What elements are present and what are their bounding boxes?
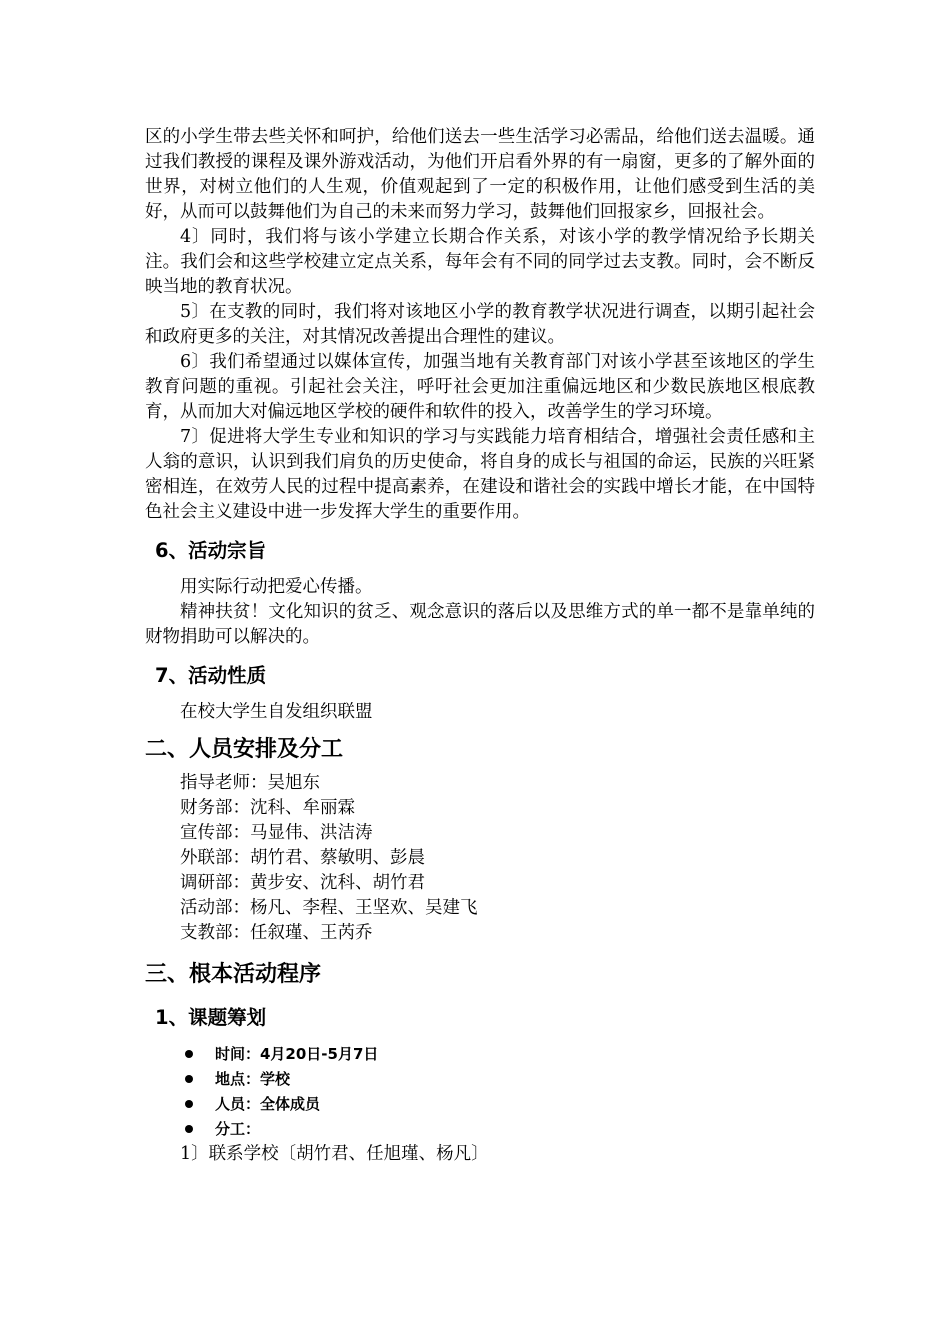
paragraph-item-7: 7〕促进将大学生专业和知识的学习与实践能力培育相结合，增强社会责任感和主人翁的意识，认识到我们肩负的历史使命，将自身的成长与祖国的命运，民族的兴旺紧密相连，在效劳人民的过程中提高素养，在建设和谐社会的实践中增长才能，在中国特色社会主义建设中进一步发挥大学生的重要作用。 (145, 427, 815, 522)
list-item: 地点：学校 (145, 1067, 815, 1092)
staff-line-advisor: 指导老师：吴旭东 (180, 773, 320, 793)
staff-line-activity: 活动部：杨凡、李程、王坚欢、吴建飞 (180, 898, 478, 918)
sub-heading-planning: 1、课题筹划 (155, 1006, 267, 1029)
staff-line-research: 调研部：黄步安、沈科、胡竹君 (180, 873, 425, 893)
purpose-paragraph-2: 精神扶贫！文化知识的贫乏、观念意识的落后以及思维方式的单一都不是靠单纯的财物捐助可以解决的。 (145, 602, 815, 647)
list-item: 时间：4月20日-5月7日 (145, 1042, 815, 1067)
staff-list (145, 771, 815, 946)
bullet-icon (185, 1075, 193, 1083)
staff-line-teaching: 支教部：任叙瑾、王芮乔 (180, 923, 373, 943)
nature-paragraph: 在校大学生自发组织联盟 (180, 702, 373, 722)
paragraph-item-6: 6〕我们希望通过以媒体宣传，加强当地有关教育部门对该小学甚至该地区的学生教育问题的重视。引起社会关注，呼吁社会更加注重偏远地区和少数民族地区根底教育，从而加大对偏远地区学校的硬件和软件的投入，改善学生的学习环境。 (145, 352, 815, 422)
part-heading-procedure: 三、根本活动程序 (145, 962, 322, 987)
planning-bullet-list (145, 1042, 815, 1142)
paragraph-item-4: 4〕同时，我们将与该小学建立长期合作关系，对该小学的教学情况给予长期关注。我们会和这些学校建立定点关系，每年会有不同的同学过去支教。同时，会不断反映当地的教育状况。 (145, 227, 815, 297)
bullet-icon (185, 1125, 193, 1133)
section-heading-purpose: 6、活动宗旨 (155, 539, 267, 562)
staff-line-outreach: 外联部：胡竹君、蔡敏明、彭晨 (180, 848, 425, 868)
staff-line-publicity: 宣传部：马显伟、洪洁涛 (180, 823, 373, 843)
planning-task-line: 1〕联系学校〔胡竹君、任旭瑾、杨凡〕 (180, 1144, 489, 1164)
list-item: 人员：全体成员 (145, 1092, 815, 1117)
paragraph-intro-continued: 区的小学生带去些关怀和呵护，给他们送去一些生活学习必需品，给他们送去温暖。通过我们教授的课程及课外游戏活动，为他们开启看外界的有一扇窗，更多的了解外面的世界，对树立他们的人生观，价值观起到了一定的积极作用，让他们感受到生活的美好，从而可以鼓舞他们为自己的未来而努力学习，鼓舞他们回报家乡，回报社会。 (145, 127, 815, 222)
bullet-icon (185, 1100, 193, 1108)
bullet-icon (185, 1050, 193, 1058)
purpose-paragraph-1: 用实际行动把爱心传播。 (180, 577, 373, 597)
part-heading-staff: 二、人员安排及分工 (145, 737, 344, 762)
staff-line-finance: 财务部：沈科、牟丽霖 (180, 798, 355, 818)
list-item: 分工： (145, 1117, 815, 1142)
section-heading-nature: 7、活动性质 (155, 664, 267, 687)
document-body (145, 125, 815, 1167)
paragraph-item-5: 5〕在支教的同时，我们将对该地区小学的教育教学状况进行调查，以期引起社会和政府更多的关注，对其情况改善提出合理性的建议。 (145, 302, 815, 347)
